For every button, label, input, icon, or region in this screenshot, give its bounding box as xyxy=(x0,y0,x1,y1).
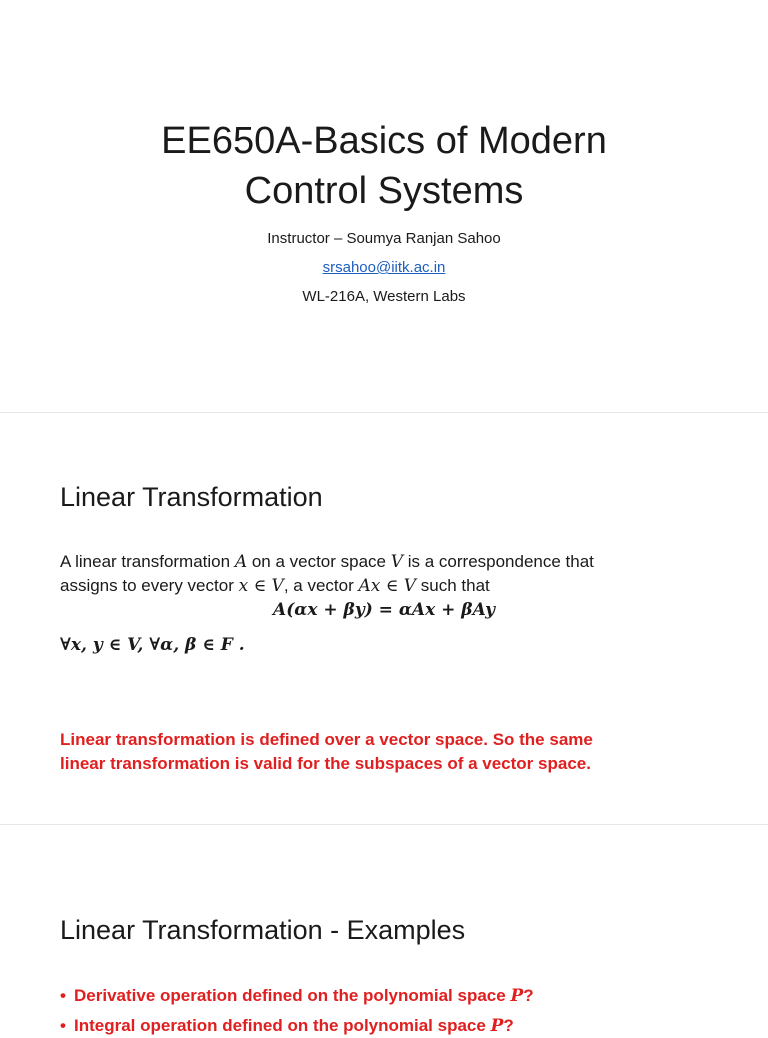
bullet-dot-icon: • xyxy=(60,1016,66,1035)
office-location: WL-216A, Western Labs xyxy=(302,288,466,305)
subspace-note-line1: Linear transformation is defined over a vector space. So the same xyxy=(60,730,593,749)
slide-divider xyxy=(0,824,768,825)
math-expression: x ∈ V xyxy=(238,576,284,596)
definition-text: is a correspondence that xyxy=(403,552,594,571)
bullet-text: Integral operation defined on the polynomial space xyxy=(74,1016,491,1035)
email-line xyxy=(0,258,768,278)
definition-text: , a vector xyxy=(283,576,359,595)
examples-slide xyxy=(0,826,768,1036)
slide-heading: Linear Transformation - Examples xyxy=(60,915,466,945)
slide-heading: Linear Transformation xyxy=(60,482,323,512)
quantifier-statement: ∀x, y ∈ V, ∀α, β ∈ F . xyxy=(60,635,245,655)
bullet-item xyxy=(60,984,740,1008)
math-expression: Ax ∈ V xyxy=(358,576,417,596)
bullet-dot-icon: • xyxy=(60,986,66,1005)
definition-text: on a vector space xyxy=(247,552,391,571)
definition-text: such that xyxy=(416,576,490,595)
definition-line-2 xyxy=(60,574,720,598)
slide-divider xyxy=(0,412,768,413)
definition-text: assigns to every vector xyxy=(60,576,239,595)
math-symbol: P xyxy=(510,986,524,1006)
math-symbol: A xyxy=(234,552,248,572)
bullet-suffix: ? xyxy=(503,1016,514,1035)
math-symbol: V xyxy=(390,552,404,572)
instructor-email-link[interactable]: srsahoo@iitk.ac.in xyxy=(322,259,446,276)
definition-line-1 xyxy=(60,550,720,574)
title-slide xyxy=(0,0,768,412)
instructor-name: Instructor – Soumya Ranjan Sahoo xyxy=(267,230,501,247)
definition-slide xyxy=(0,414,768,824)
subspace-note xyxy=(60,728,720,776)
definition-text: A linear transformation xyxy=(60,552,235,571)
course-title xyxy=(0,116,768,216)
course-title-line2: Control Systems xyxy=(244,170,524,212)
math-symbol: P xyxy=(490,1016,504,1036)
bullet-text: Derivative operation defined on the polynomial space xyxy=(74,986,511,1005)
course-title-line1: EE650A-Basics of Modern xyxy=(161,120,607,162)
subspace-note-line2: linear transformation is valid for the subspaces of a vector space. xyxy=(60,754,591,773)
bullet-suffix: ? xyxy=(523,986,534,1005)
linearity-equation: A(αx + βy) = αAx + βAy xyxy=(273,600,495,620)
bullet-item xyxy=(60,1014,740,1038)
